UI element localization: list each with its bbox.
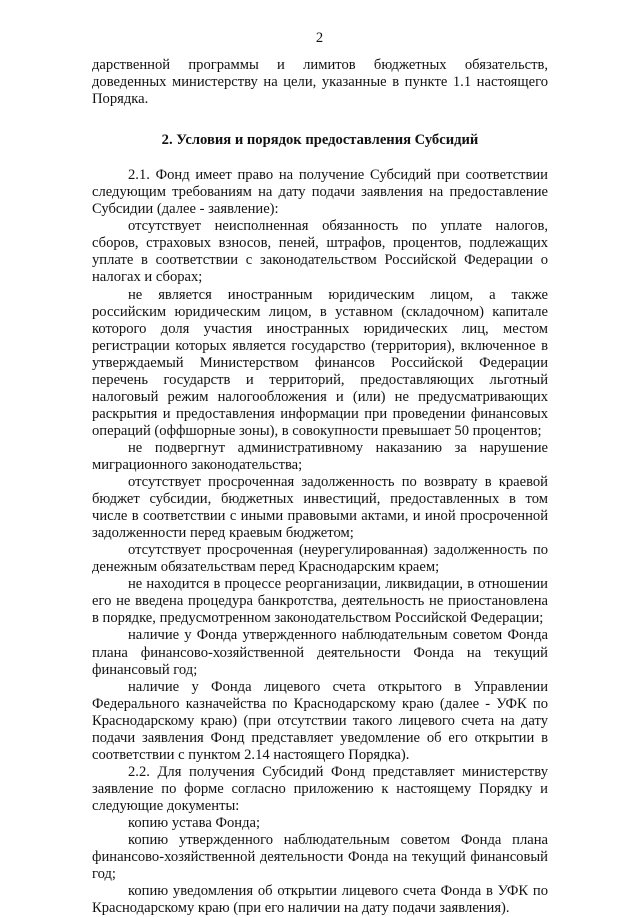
paragraph-2-2: 2.2. Для получения Субсидий Фонд представляет министерству заявление по форме согласно приложению к настоящему Порядку и следующие документы: [92,763,548,814]
spacer [92,149,548,167]
paragraph-2-1: 2.1. Фонд имеет право на получение Субсидий при соответствии следующим требованиям на дату подачи заявления на предоставление Субсидии (далее - заявление): [92,167,548,218]
document-account-notice-copy: копию уведомления об открытии лицевого счета Фонда в УФК по Краснодарскому краю (при его наличии на дату подачи заявления). [92,883,548,917]
requirement-regional-budget-debt: отсутствует просроченная задолженность по возврату в краевой бюджет субсидии, бюджетных инвестиций, предоставленных в том числе в соответствии с иными правовыми актами, и иной просроченной задолженности перед краевым бюджетом; [92,474,548,542]
requirement-migration: не подвергнут административному наказанию за нарушение миграционного законодательства; [92,439,548,473]
document-charter-copy: копию устава Фонда; [128,814,261,831]
page-number: 2 [315,30,324,46]
requirement-personal-account: наличие у Фонда лицевого счета открытого в Управлении Федерального казначейства по Краснодарскому краю (далее - УФК по Краснодарскому краю) (при отсутствии такого лицевого счета на дату подачи заявления Фонд представляет уведомление об его открытии в соответствии с пунктом 2.14 настоящего Порядка). [92,678,548,763]
requirement-monetary-obligations: отсутствует просроченная (неурегулированная) задолженность по денежным обязательствам перед Краснодарским краем; [92,542,548,576]
document-plan-copy: копию утвержденного наблюдательным советом Фонда плана финансово-хозяйственной деятельности Фонда на текущий финансовый год; [92,832,548,883]
intro-paragraph: дарственной программы и лимитов бюджетных обязательств, доведенных министерству на цели, указанные в пункте 1.1 настоящего Порядка. [92,57,548,108]
spacer [92,108,548,132]
document-body [92,57,548,917]
requirement-taxes: отсутствует неисполненная обязанность по уплате налогов, сборов, страховых взносов, пеней, штрафов, процентов, подлежащих уплате в соответствии с законодательством Российской Федерации о налогах и сборах; [92,218,548,286]
requirement-no-reorganization: не находится в процессе реорганизации, ликвидации, в отношении его не введена процедура банкротства, деятельность не приостановлена в порядке, предусмотренном законодательством Российской Федерации; [92,576,548,627]
requirement-foreign-entity: не является иностранным юридическим лицом, а также российским юридическим лицом, в уставном (складочном) капитале которого доля участия иностранных юридических лиц, местом регистрации которых является государство (территория), включенное в утверждаемый Министерством финансов Российской Федерации перечень государств и территорий, предоставляющих льготный налоговый режим налогообложения и (или) не предусматривающих раскрытия и предоставления информации при проведении финансовых операций (оффшорные зоны), в совокупности превышает 50 процентов; [92,286,548,439]
requirement-financial-plan: наличие у Фонда утвержденного наблюдательным советом Фонда плана финансово-хозяйственной деятельности Фонда на текущий финансовый год; [92,627,548,678]
section-heading: 2. Условия и порядок предоставления Субсидий [161,132,479,149]
